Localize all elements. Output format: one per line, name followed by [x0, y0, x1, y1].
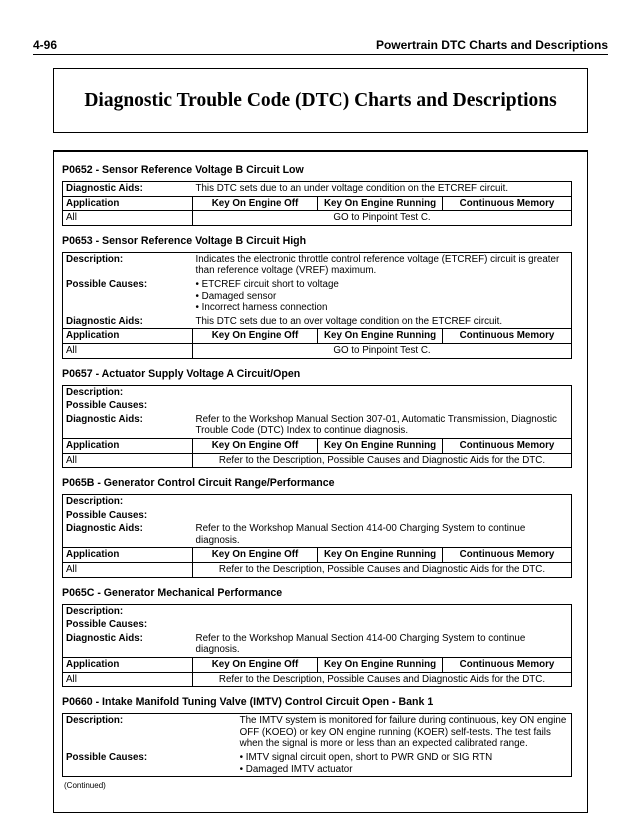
koer-header: Key On Engine Running: [318, 658, 443, 673]
possible-causes-row: [63, 278, 572, 315]
dtc-title: P065C - Generator Mechanical Performance: [62, 586, 283, 599]
application-value: GO to Pinpoint Test C.: [193, 211, 572, 226]
diagnostic-aids-row: [63, 413, 572, 439]
description-label: Description:: [66, 386, 124, 398]
application-header-row: [63, 658, 572, 673]
description-row: [63, 385, 572, 399]
description-row: [63, 495, 572, 509]
possible-causes-text: [193, 509, 572, 523]
possible-causes-label: Possible Causes:: [66, 400, 148, 412]
running-header: Powertrain DTC Charts and Descriptions: [375, 38, 608, 52]
dtc-title: P0660 - Intake Manifold Tuning Valve (IMTV) Control Circuit Open - Bank 1: [62, 696, 434, 709]
possible-causes-row: [63, 751, 572, 777]
koeo-header: Key On Engine Off: [193, 658, 318, 673]
dtc-table: [62, 713, 572, 777]
application-header: Application: [63, 196, 193, 211]
possible-causes-row: [63, 618, 572, 632]
application-all: All: [63, 672, 193, 687]
possible-cause-item: • ETCREF circuit short to voltage: [196, 279, 569, 291]
possible-causes-label: Possible Causes:: [66, 619, 148, 631]
koeo-header: Key On Engine Off: [193, 438, 318, 453]
diagnostic-aids-text: Refer to the Workshop Manual Section 307-01, Automatic Transmission, Diagnostic Trouble Code (DTC) Index to continue diagnosis.: [195, 413, 557, 437]
description-label: Description:: [66, 605, 124, 617]
dtc-table: [62, 494, 572, 578]
application-value: Refer to the Description, Possible Causes and Diagnostic Aids for the DTC.: [193, 672, 572, 687]
application-header: Application: [63, 329, 193, 344]
continuous-memory-header: Continuous Memory: [443, 329, 572, 344]
dtc-sections: [62, 152, 572, 790]
application-all: All: [63, 211, 193, 226]
diagnostic-aids-label: Diagnostic Aids:: [66, 315, 143, 327]
application-header-row: [63, 438, 572, 453]
possible-causes-text: [193, 278, 572, 315]
application-value: Refer to the Description, Possible Causes and Diagnostic Aids for the DTC.: [193, 453, 572, 468]
description-text: [193, 604, 572, 618]
dtc-title: P0653 - Sensor Reference Voltage B Circuit High: [62, 234, 307, 247]
application-header-row: [63, 196, 572, 211]
possible-cause-item: • Damaged sensor: [196, 291, 569, 303]
continuous-memory-header: Continuous Memory: [443, 548, 572, 563]
possible-cause-item: • Incorrect harness connection: [196, 302, 569, 314]
diagnostic-aids-text: Refer to the Workshop Manual Section 414-00 Charging System to continue diagnosis.: [195, 632, 526, 656]
application-value: Refer to the Description, Possible Causes and Diagnostic Aids for the DTC.: [193, 563, 572, 578]
diagnostic-aids-label: Diagnostic Aids:: [66, 632, 143, 644]
application-header: Application: [63, 658, 193, 673]
diagnostic-aids-label: Diagnostic Aids:: [66, 183, 143, 194]
koer-header: Key On Engine Running: [318, 329, 443, 344]
dtc-table: [62, 385, 572, 469]
possible-causes-text: [193, 618, 572, 632]
continuous-memory-header: Continuous Memory: [443, 658, 572, 673]
dtc-table: [62, 181, 572, 226]
diagnostic-aids-label: Diagnostic Aids:: [66, 523, 143, 535]
possible-causes-text: [237, 751, 572, 777]
application-row: [63, 563, 572, 578]
description-text: [193, 385, 572, 399]
application-header-row: [63, 329, 572, 344]
description-text: Indicates the electronic throttle control reference voltage (ETCREF) circuit is greater than reference voltage (VREF) maximum.: [195, 253, 560, 277]
koeo-header: Key On Engine Off: [193, 548, 318, 563]
description-label: Description:: [66, 715, 124, 727]
application-value: GO to Pinpoint Test C.: [193, 343, 572, 358]
page-number: 4-96: [33, 38, 58, 52]
diagnostic-aids-text: Refer to the Workshop Manual Section 414-00 Charging System to continue diagnosis.: [195, 523, 526, 546]
koeo-header: Key On Engine Off: [193, 196, 318, 211]
possible-causes-row: [63, 399, 572, 413]
diagnostic-aids-row: [63, 182, 572, 197]
application-header-row: [63, 548, 572, 563]
possible-causes-label: Possible Causes:: [66, 278, 148, 290]
koeo-header: Key On Engine Off: [193, 329, 318, 344]
application-all: All: [63, 563, 193, 578]
description-text: The IMTV system is monitored for failure during continuous, key ON engine OFF (KOEO) or key ON engine running (KOER) self-tests. The test fails when the signal is more or less than an expected calibrated range.: [239, 715, 567, 750]
koer-header: Key On Engine Running: [318, 548, 443, 563]
dtc-panel: [53, 150, 588, 813]
diagnostic-aids-row: [63, 315, 572, 329]
application-header: Application: [63, 548, 193, 563]
dtc-title: P0652 - Sensor Reference Voltage B Circuit Low: [62, 164, 304, 176]
description-row: [63, 714, 572, 751]
application-header: Application: [63, 438, 193, 453]
description-row: [63, 252, 572, 278]
possible-causes-row: [63, 509, 572, 523]
diagnostic-aids-text: This DTC sets due to an over voltage condition on the ETCREF circuit.: [195, 315, 503, 327]
application-row: [63, 211, 572, 226]
continuous-memory-header: Continuous Memory: [443, 196, 572, 211]
koer-header: Key On Engine Running: [318, 196, 443, 211]
diagnostic-aids-text: This DTC sets due to an under voltage condition on the ETCREF circuit.: [195, 183, 509, 194]
continued-note: (Continued): [64, 781, 106, 791]
title-box: [53, 68, 588, 133]
description-label: Description:: [66, 496, 124, 508]
possible-cause-item: • Damaged IMTV actuator: [240, 764, 568, 776]
possible-causes-label: Possible Causes:: [66, 752, 148, 763]
description-label: Description:: [66, 253, 124, 265]
dtc-title: P065B - Generator Control Circuit Range/Performance: [62, 477, 335, 490]
application-all: All: [63, 453, 193, 468]
possible-cause-item: • IMTV signal circuit open, short to PWR GND or SIG RTN: [240, 752, 568, 764]
continuous-memory-header: Continuous Memory: [443, 438, 572, 453]
possible-causes-text: [193, 399, 572, 413]
page-title: Diagnostic Trouble Code (DTC) Charts and Descriptions: [84, 89, 557, 111]
possible-causes-label: Possible Causes:: [66, 509, 148, 521]
dtc-table: [62, 604, 572, 688]
application-row: [63, 672, 572, 687]
header-rule: [33, 54, 608, 55]
application-row: [63, 343, 572, 358]
diagnostic-aids-label: Diagnostic Aids:: [66, 413, 143, 425]
application-all: All: [63, 343, 193, 358]
koer-header: Key On Engine Running: [318, 438, 443, 453]
description-row: [63, 604, 572, 618]
description-text: [193, 495, 572, 509]
dtc-title: P0657 - Actuator Supply Voltage A Circuit/Open: [62, 367, 301, 380]
application-row: [63, 453, 572, 468]
dtc-table: [62, 252, 572, 359]
diagnostic-aids-row: [63, 522, 572, 548]
diagnostic-aids-row: [63, 632, 572, 658]
